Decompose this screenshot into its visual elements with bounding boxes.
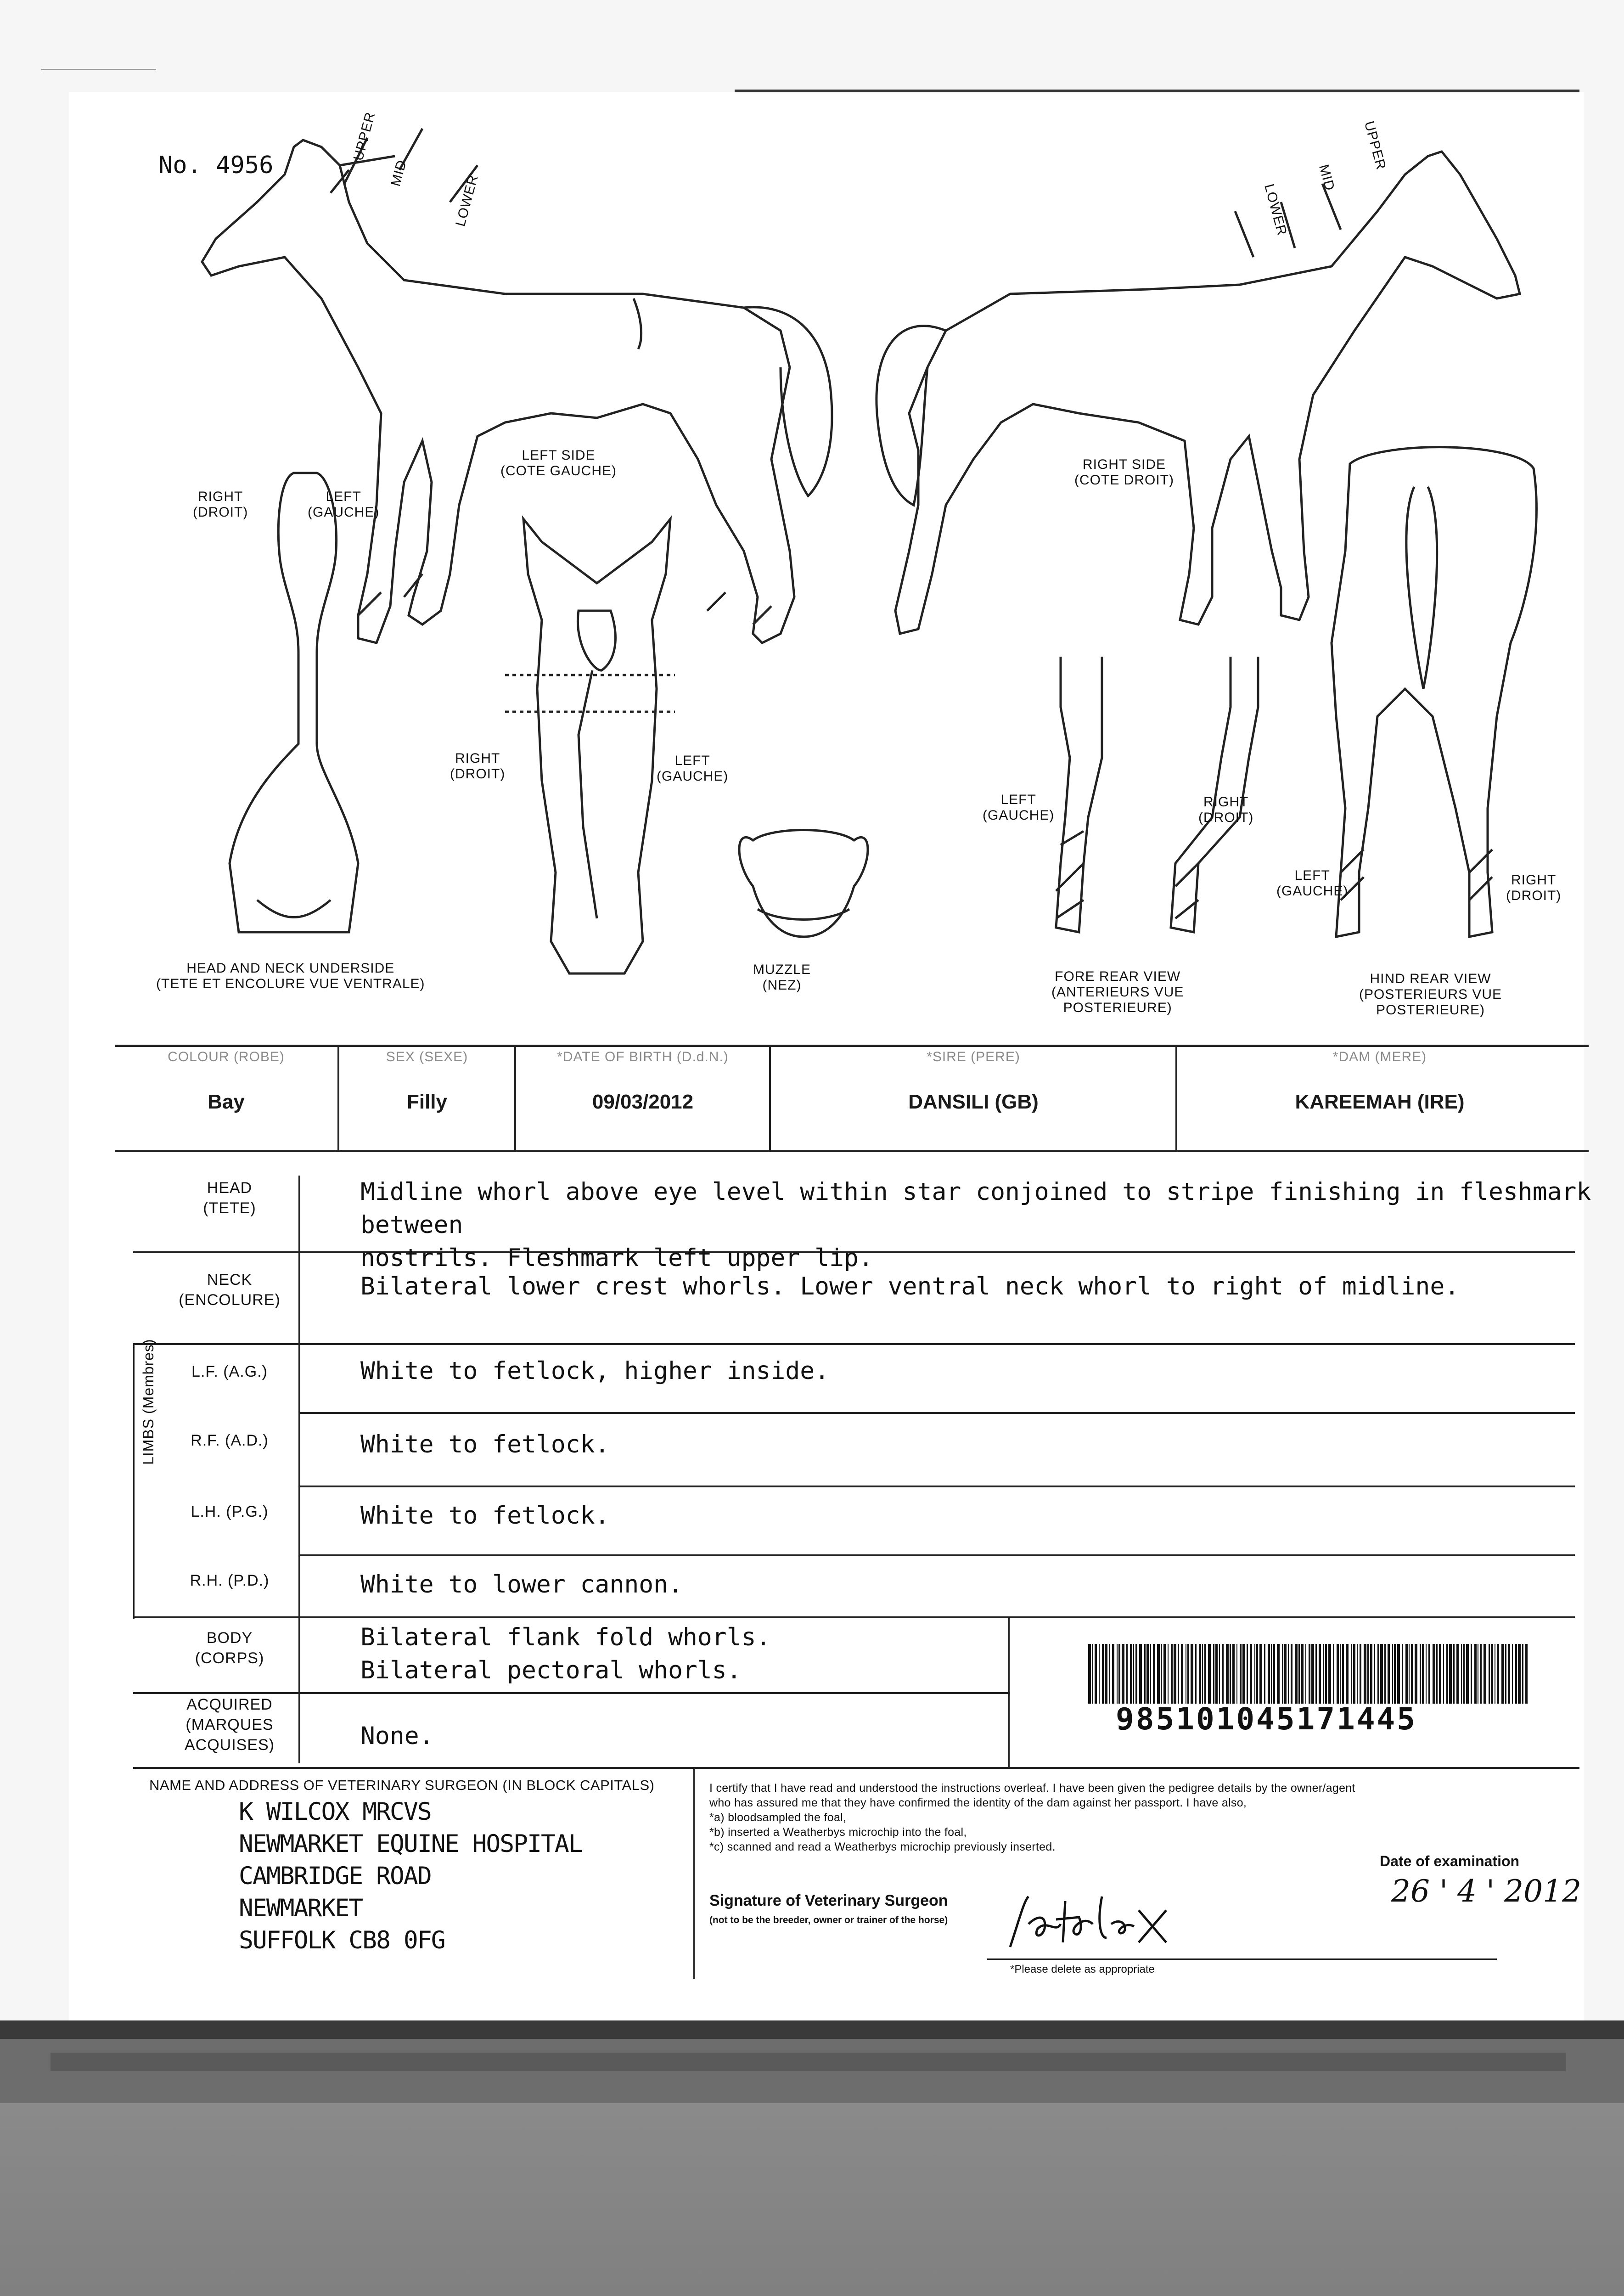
barcode-bar: [1436, 1644, 1438, 1704]
cert-line: *b) inserted a Weatherbys microchip into the foal,: [709, 1826, 967, 1839]
barcode-bar: [1353, 1644, 1355, 1704]
barcode-bar: [1199, 1644, 1201, 1704]
label-lower-right: LOWER: [1261, 182, 1290, 237]
label-fore-right: RIGHT (DROIT): [1198, 794, 1254, 825]
label-fore-left: LEFT (GAUCHE): [983, 792, 1055, 823]
sex-header: SEX (SEXE): [386, 1049, 468, 1064]
barcode-bar: [1301, 1644, 1304, 1704]
rf-row-text: White to fetlock.: [360, 1430, 610, 1458]
barcode-bar: [1367, 1644, 1369, 1704]
barcode-bar: [1351, 1644, 1352, 1704]
barcode-bar: [1288, 1644, 1289, 1704]
head-row-label: HEAD (TETE): [203, 1179, 256, 1217]
barcode-bar: [1092, 1644, 1093, 1704]
vet-address-line: NEWMARKET EQUINE HOSPITAL: [239, 1830, 582, 1858]
barcode-bar: [1191, 1644, 1193, 1704]
barcode-bar: [1357, 1644, 1358, 1704]
barcode-bar: [1323, 1644, 1324, 1704]
barcode-bar: [1202, 1644, 1203, 1704]
label-left-side: LEFT SIDE (COTE GAUCHE): [500, 448, 617, 478]
barcode-bar: [1133, 1644, 1134, 1704]
dob-header: *DATE OF BIRTH (D.d.N.): [557, 1049, 729, 1064]
label-underside-right: RIGHT (DROIT): [193, 489, 248, 520]
signature-subtitle: (not to be the breeder, owner or trainer of the horse): [709, 1915, 948, 1925]
markings-row-rule: [133, 1343, 1575, 1345]
barcode-bar: [1508, 1644, 1510, 1704]
barcode-bar: [1226, 1644, 1229, 1704]
label-mid-right: MID: [1316, 163, 1337, 193]
barcode-bar: [1168, 1644, 1169, 1704]
left-side-horse-drawing: [202, 129, 832, 643]
barcode-bar: [1232, 1644, 1235, 1704]
signature-line: [987, 1958, 1497, 1960]
barcode-bar: [1219, 1644, 1220, 1704]
identity-col-divider: [1175, 1045, 1177, 1150]
dam-value: KAREEMAH (IRE): [1295, 1091, 1465, 1113]
barcode-bar: [1453, 1644, 1455, 1704]
barcode-bar: [1515, 1644, 1517, 1704]
barcode-bar: [1157, 1644, 1160, 1704]
barcode-bar: [1449, 1644, 1452, 1704]
barcode-bar: [1230, 1644, 1231, 1704]
barcode-bar: [1254, 1644, 1255, 1704]
barcode-bar: [1433, 1644, 1435, 1704]
barcode-bar: [1144, 1644, 1146, 1704]
certification-text: [709, 1781, 1536, 1854]
label-lower-left: LOWER: [453, 173, 481, 228]
right-side-horse-drawing: [877, 152, 1520, 634]
barcode-bar: [1415, 1644, 1417, 1704]
barcode-bar: [1273, 1644, 1275, 1704]
barcode-bar: [1195, 1644, 1197, 1704]
muzzle-drawing: [739, 830, 868, 937]
barcode-bar: [1174, 1644, 1176, 1704]
barcode-bar: [1291, 1644, 1292, 1704]
rh-row-label: R.H. (P.D.): [190, 1572, 270, 1589]
barcode-bar: [1150, 1644, 1151, 1704]
barcode-bar: [1222, 1644, 1224, 1704]
label-right-side: RIGHT SIDE (COTE DROIT): [1074, 457, 1174, 488]
barcode-bar: [1122, 1644, 1124, 1704]
vet-heading: NAME AND ADDRESS OF VETERINARY SURGEON (IN BLOCK CAPITALS): [149, 1777, 655, 1793]
label-mid-left: MID: [388, 158, 410, 188]
barcode-bar: [1319, 1644, 1321, 1704]
barcode-bar: [1456, 1644, 1459, 1704]
date-of-examination-label: Date of examination: [1380, 1853, 1520, 1869]
label-upper-right: UPPER: [1361, 119, 1389, 172]
barcode-bar: [1171, 1644, 1173, 1704]
sex-value: Filly: [406, 1091, 448, 1113]
label-head-left: LEFT (GAUCHE): [657, 753, 729, 784]
barcode-bar: [1112, 1644, 1114, 1704]
barcode-bar: [1428, 1644, 1430, 1704]
barcode-bar: [1342, 1644, 1344, 1704]
barcode-bar: [1491, 1644, 1493, 1704]
barcode-bar: [1161, 1644, 1162, 1704]
markings-bottom-rule: [133, 1767, 1579, 1769]
barcode-bar: [1411, 1644, 1413, 1704]
sire-value: DANSILI (GB): [908, 1091, 1039, 1113]
barcode-bar: [1126, 1644, 1128, 1704]
barcode-bar: [1213, 1644, 1214, 1704]
barcode-bar: [1163, 1644, 1166, 1704]
rf-row-label: R.F. (A.D.): [191, 1432, 269, 1449]
barcode-bar: [1328, 1644, 1331, 1704]
limbs-outer-rule: [133, 1343, 135, 1619]
barcode-bar: [1443, 1644, 1444, 1704]
signature-title: Signature of Veterinary Surgeon: [709, 1892, 948, 1909]
barcode-bar: [1525, 1644, 1528, 1704]
barcode-bar: [1095, 1644, 1097, 1704]
vet-name: K WILCOX MRCVS: [239, 1798, 431, 1826]
sire-header: *SIRE (PERE): [927, 1049, 1020, 1064]
lh-row-text: White to fetlock.: [360, 1502, 610, 1530]
barcode-bar: [1364, 1644, 1366, 1704]
lf-row-text: White to fetlock, higher inside.: [360, 1357, 830, 1385]
barcode-bar: [1311, 1644, 1314, 1704]
barcode-bar: [1105, 1644, 1107, 1704]
neck-row-label: NECK (ENCOLURE): [179, 1271, 281, 1309]
limbs-side-label: LIMBS (Membres): [140, 1339, 157, 1465]
barcode-bar: [1109, 1644, 1110, 1704]
barcode-bar: [1337, 1644, 1339, 1704]
hind-rear-view-drawing: [1332, 447, 1536, 937]
label-head-neck-underside: HEAD AND NECK UNDERSIDE (TETE ET ENCOLURE VUE VENTRALE): [156, 961, 425, 991]
colour-header: COLOUR (ROBE): [168, 1049, 285, 1064]
head-row-text: Midline whorl above eye level within star conjoined to stripe finishing in fleshmark between nostrils. Fleshmark left upper lip.: [360, 1178, 1591, 1272]
barcode-bar: [1384, 1644, 1386, 1704]
barcode-bar: [1392, 1644, 1393, 1704]
label-hind-left: LEFT (GAUCHE): [1276, 868, 1349, 899]
barcode-bar: [1315, 1644, 1317, 1704]
delete-note: *Please delete as appropriate: [1010, 1963, 1155, 1975]
markings-row-rule: [298, 1554, 1575, 1556]
barcode-bar: [1512, 1644, 1513, 1704]
barcode-bar: [1325, 1644, 1327, 1704]
barcode-bar: [1409, 1644, 1410, 1704]
document-number: No. 4956: [158, 152, 274, 179]
barcode-bar: [1268, 1644, 1270, 1704]
barcode-bar: [1489, 1644, 1490, 1704]
barcode-bar: [1247, 1644, 1248, 1704]
barcode-bar: [1446, 1644, 1448, 1704]
barcode-bar: [1309, 1644, 1310, 1704]
label-head-right: RIGHT (DROIT): [450, 751, 506, 782]
barcode-bar: [1282, 1644, 1283, 1704]
cert-line: *a) bloodsampled the foal,: [709, 1811, 847, 1824]
head-front-drawing: [505, 519, 675, 974]
barcode-bar: [1215, 1644, 1218, 1704]
barcode-bar: [1264, 1644, 1265, 1704]
vet-address-line: NEWMARKET: [239, 1894, 363, 1922]
barcode-bar: [1380, 1644, 1383, 1704]
barcode-bar: [1102, 1644, 1104, 1704]
barcode-bar: [1298, 1644, 1300, 1704]
identity-col-divider: [769, 1045, 771, 1150]
barcode-bar: [1130, 1644, 1132, 1704]
vet-section-divider: [693, 1768, 695, 1979]
barcode-bar: [1118, 1644, 1120, 1704]
barcode-bar: [1340, 1644, 1341, 1704]
barcode-bar: [1146, 1644, 1149, 1704]
barcode-bar: [1153, 1644, 1155, 1704]
label-underside-left: LEFT (GAUCHE): [308, 489, 380, 520]
barcode-bar: [1370, 1644, 1372, 1704]
barcode-bar: [1480, 1644, 1482, 1704]
barcode-bar: [1426, 1644, 1427, 1704]
barcode-bar: [1402, 1644, 1403, 1704]
barcode-bar: [1242, 1644, 1245, 1704]
barcode-bar: [1250, 1644, 1252, 1704]
barcode-bar: [1259, 1644, 1262, 1704]
body-row-label: BODY (CORPS): [195, 1629, 264, 1667]
barcode-bar: [1277, 1644, 1280, 1704]
scan-shadow: [51, 2053, 1566, 2071]
lh-row-label: L.H. (P.G.): [191, 1503, 269, 1520]
dob-value: 09/03/2012: [592, 1091, 694, 1113]
barcode-bar: [1501, 1644, 1504, 1704]
barcode-bar: [1518, 1644, 1521, 1704]
barcode-bar: [1187, 1644, 1189, 1704]
barcode-bar: [1474, 1644, 1477, 1704]
cert-line: *c) scanned and read a Weatherbys microchip previously inserted.: [709, 1840, 1056, 1853]
barcode-bar: [1295, 1644, 1298, 1704]
barcode-bar: [1117, 1644, 1118, 1704]
barcode-bar: [1484, 1644, 1486, 1704]
markings-row-rule: [133, 1616, 1575, 1618]
barcode-bar: [1240, 1644, 1242, 1704]
neck-row-text: Bilateral lower crest whorls. Lower ventral neck whorl to right of midline.: [360, 1272, 1460, 1300]
markings-row-rule: [298, 1486, 1575, 1487]
label-muzzle: MUZZLE (NEZ): [753, 962, 811, 993]
barcode-bar: [1466, 1644, 1469, 1704]
barcode-bar: [1388, 1644, 1390, 1704]
acquired-row-label: ACQUIRED (MARQUES ACQUISES): [184, 1696, 275, 1754]
identity-col-divider: [514, 1045, 516, 1150]
markings-barcode-divider: [1008, 1616, 1010, 1768]
label-fore-rear-view: FORE REAR VIEW (ANTERIEURS VUE POSTERIEURE): [1051, 969, 1184, 1015]
barcode-bar: [1394, 1644, 1396, 1704]
date-of-examination-value: 26 ' 4 ' 2012: [1391, 1874, 1582, 1909]
barcode-bar: [1271, 1644, 1272, 1704]
markings-row-rule: [133, 1692, 1010, 1694]
barcode-bar: [1420, 1644, 1421, 1704]
barcode-bar: [1405, 1644, 1408, 1704]
vet-signature: [1001, 1883, 1208, 1956]
identity-col-divider: [337, 1045, 339, 1150]
barcode-bar: [1178, 1644, 1179, 1704]
barcode-bar: [1256, 1644, 1258, 1704]
microchip-number: 985101045171445: [1116, 1701, 1417, 1737]
barcode-bar: [1284, 1644, 1287, 1704]
colour-value: Bay: [208, 1091, 245, 1113]
dam-header: *DAM (MERE): [1332, 1049, 1427, 1064]
barcode-bar: [1346, 1644, 1349, 1704]
barcode-bar: [1208, 1644, 1211, 1704]
barcode-bar: [1397, 1644, 1400, 1704]
barcode-bar: [1139, 1644, 1142, 1704]
barcode-bar: [1099, 1644, 1100, 1704]
identity-table-bottom-rule: [115, 1150, 1589, 1152]
barcode-bar: [1181, 1644, 1183, 1704]
barcode-bar: [1377, 1644, 1379, 1704]
markings-row-rule: [298, 1412, 1575, 1414]
label-hind-right: RIGHT (DROIT): [1506, 872, 1562, 903]
barcode-bar: [1471, 1644, 1472, 1704]
head-neck-underside-drawing: [230, 473, 358, 932]
cert-line: who has assured me that they have confirmed the identity of the dam against her passport. I have also,: [709, 1796, 1247, 1809]
acquired-row-text: None.: [360, 1722, 434, 1750]
label-upper-left: UPPER: [350, 110, 378, 163]
markings-label-divider: [298, 1176, 300, 1763]
label-hind-rear-view: HIND REAR VIEW (POSTERIEURS VUE POSTERIEURE): [1359, 971, 1502, 1018]
vet-address-line: CAMBRIDGE ROAD: [239, 1862, 431, 1890]
lf-row-label: L.F. (A.G.): [191, 1363, 268, 1380]
barcode-bar: [1135, 1644, 1137, 1704]
barcode-bar: [1374, 1644, 1375, 1704]
cert-line: I certify that I have read and understood the instructions overleaf. I have been given the pedigree details by the owner/agent: [709, 1782, 1355, 1795]
barcode-bar: [1333, 1644, 1334, 1704]
barcode-bar: [1088, 1644, 1091, 1704]
barcode-bar: [1236, 1644, 1237, 1704]
barcode-bar: [1305, 1644, 1306, 1704]
rh-row-text: White to lower cannon.: [360, 1570, 683, 1598]
barcode-bar: [1360, 1644, 1361, 1704]
body-row-text: Bilateral flank fold whorls. Bilateral pectoral whorls.: [360, 1623, 771, 1684]
barcode-bar: [1204, 1644, 1206, 1704]
barcode-bar: [1497, 1644, 1499, 1704]
identity-table-top-rule: [115, 1045, 1589, 1047]
barcode-bar: [1422, 1644, 1424, 1704]
vet-address-line: SUFFOLK CB8 0FG: [239, 1926, 445, 1954]
barcode-bar: [1439, 1644, 1441, 1704]
barcode-bar: [1461, 1644, 1462, 1704]
barcode-bar: [1463, 1644, 1465, 1704]
barcode-bar: [1505, 1644, 1506, 1704]
barcode-bar: [1522, 1644, 1523, 1704]
